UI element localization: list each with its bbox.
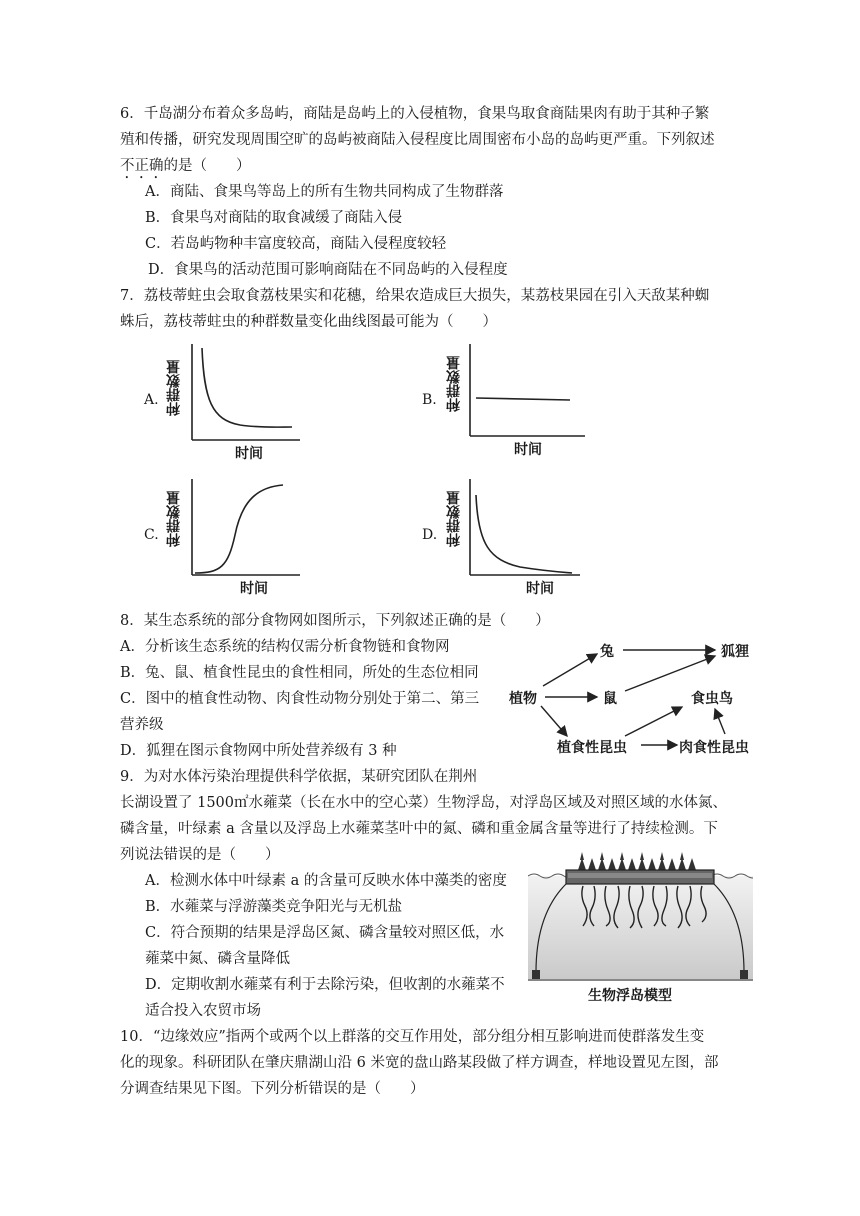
q9-option-c-cont: 蕹菜中氮、磷含量降低 <box>145 951 290 967</box>
graph-d-option-label: D. <box>422 527 438 543</box>
graph-b-curve <box>476 398 570 400</box>
graph-c-curve <box>195 485 283 573</box>
q6-stem-line2: 殖和传播，研究发现周围空旷的岛屿被商陆入侵程度比周围密布小岛的岛屿更严重。下列叙述 <box>120 132 715 148</box>
q6-option-b: B．食果鸟对商陆的取食减缓了商陆入侵 <box>145 210 403 226</box>
node-fox: 狐狸 <box>721 644 749 660</box>
node-herbivorous-insect: 植食性昆虫 <box>557 740 627 756</box>
q9-stem-line1: 9．为对水体污染治理提供科学依据，某研究团队在荆州 <box>120 769 478 785</box>
node-rabbit: 兔 <box>600 644 614 660</box>
graph-c-ylabel: 种群数量 <box>166 491 182 547</box>
graph-d-plot <box>420 475 590 583</box>
graph-c-xlabel: 时间 <box>240 581 268 597</box>
q8-stem: 8．某生态系统的部分食物网如图所示，下列叙述正确的是（ ） <box>120 613 550 629</box>
node-plant: 植物 <box>509 691 537 707</box>
q8-option-b: B．兔、鼠、植食性昆虫的食性相同，所处的生态位相同 <box>120 665 479 681</box>
q10-stem-line1: 10．“边缘效应”指两个或两个以上群落的交互作用处，部分组分相互影响进而使群落发生变 <box>120 1029 705 1045</box>
q7-stem-line2: 蛛后，荔枝蒂蛀虫的种群数量变化曲线图最可能为（ ） <box>120 314 497 330</box>
q7-stem-line1: 7．荔枝蒂蛀虫会取食荔枝果实和花穗，给果农造成巨大损失，某荔枝果园在引入天敌某种蜘 <box>120 288 710 304</box>
q8-option-d: D．狐狸在图示食物网中所处营养级有 3 种 <box>120 743 397 759</box>
graph-a-curve <box>202 348 292 427</box>
q9-option-d: D．定期收割水蕹菜有利于去除污染，但收割的水蕹菜不 <box>145 977 505 993</box>
q6-stem-tail: 的是（ ） <box>163 158 251 174</box>
q8-option-a: A．分析该生态系统的结构仅需分析食物链和食物网 <box>120 639 450 655</box>
q9-stem-line2: 长湖设置了 1500㎡水蕹菜（长在水中的空心菜）生物浮岛，对浮岛区域及对照区域的水体氮、 <box>120 795 728 811</box>
graph-a-xlabel: 时间 <box>235 446 263 462</box>
q10-stem-line2: 化的现象。科研团队在肇庆鼎湖山沿 6 米宽的盘山路某段做了样方调查，样地设置见左图，部 <box>120 1055 719 1071</box>
graph-b-plot <box>420 340 590 448</box>
graph-c-option-label: C. <box>144 527 159 543</box>
q6-stem-line1: 6．千岛湖分布着众多岛屿，商陆是岛屿上的入侵植物，食果鸟取食商陆果肉有助于其种子繁 <box>120 106 710 122</box>
q8-option-c-cont: 营养级 <box>120 717 164 733</box>
graph-c-plot <box>140 475 310 583</box>
node-insectivorous-bird: 食虫鸟 <box>691 691 733 707</box>
graph-d <box>420 475 590 600</box>
q9-option-a: A．检测水体中叶绿素 a 的含量可反映水体中藻类的密度 <box>145 873 507 889</box>
q10-stem-line3: 分调查结果见下图。下列分析错误的是（ ） <box>120 1081 425 1097</box>
floating-island-caption: 生物浮岛模型 <box>588 988 672 1004</box>
floating-island-figure <box>528 846 753 1006</box>
q6-option-a: A．商陆、食果鸟等岛上的所有生物共同构成了生物群落 <box>145 184 504 200</box>
q9-option-c: C．符合预期的结果是浮岛区氮、磷含量较对照区低，水 <box>145 925 505 941</box>
node-carnivorous-insect: 肉食性昆虫 <box>679 740 749 756</box>
graph-a <box>140 340 310 465</box>
q6-stem-line3 <box>120 154 251 182</box>
food-web-diagram <box>505 636 765 761</box>
node-mouse: 鼠 <box>603 691 617 707</box>
q9-option-d-cont: 适合投入农贸市场 <box>145 1003 261 1019</box>
graph-b-ylabel: 种群数量 <box>446 356 462 412</box>
graph-a-plot <box>140 340 310 448</box>
graph-d-xlabel: 时间 <box>526 581 554 597</box>
graph-d-ylabel: 种群数量 <box>446 491 462 547</box>
graph-d-curve <box>476 495 572 573</box>
q9-stem-line4: 列说法错误的是（ ） <box>120 847 280 863</box>
q6-emphasis: 不正确 <box>120 158 164 174</box>
graph-b <box>420 340 590 465</box>
graph-b-option-label: B. <box>422 392 437 408</box>
q6-option-d: D．食果鸟的活动范围可影响商陆在不同岛屿的入侵程度 <box>148 262 508 278</box>
graph-b-xlabel: 时间 <box>514 442 542 458</box>
q9-option-b: B．水蕹菜与浮游藻类竞争阳光与无机盐 <box>145 899 403 915</box>
floating-island-illustration <box>528 846 753 981</box>
q8-option-c: C．图中的植食性动物、肉食性动物分别处于第二、第三 <box>120 691 480 707</box>
graph-a-option-label: A. <box>144 392 159 408</box>
q9-stem-line3: 磷含量，叶绿素 a 含量以及浮岛上水蕹菜茎叶中的氮、磷和重金属含量等进行了持续检测。下 <box>120 821 718 837</box>
graph-a-ylabel: 种群数量 <box>166 360 182 416</box>
q6-option-c: C．若岛屿物种丰富度较高，商陆入侵程度较轻 <box>145 236 447 252</box>
graph-c <box>140 475 310 600</box>
